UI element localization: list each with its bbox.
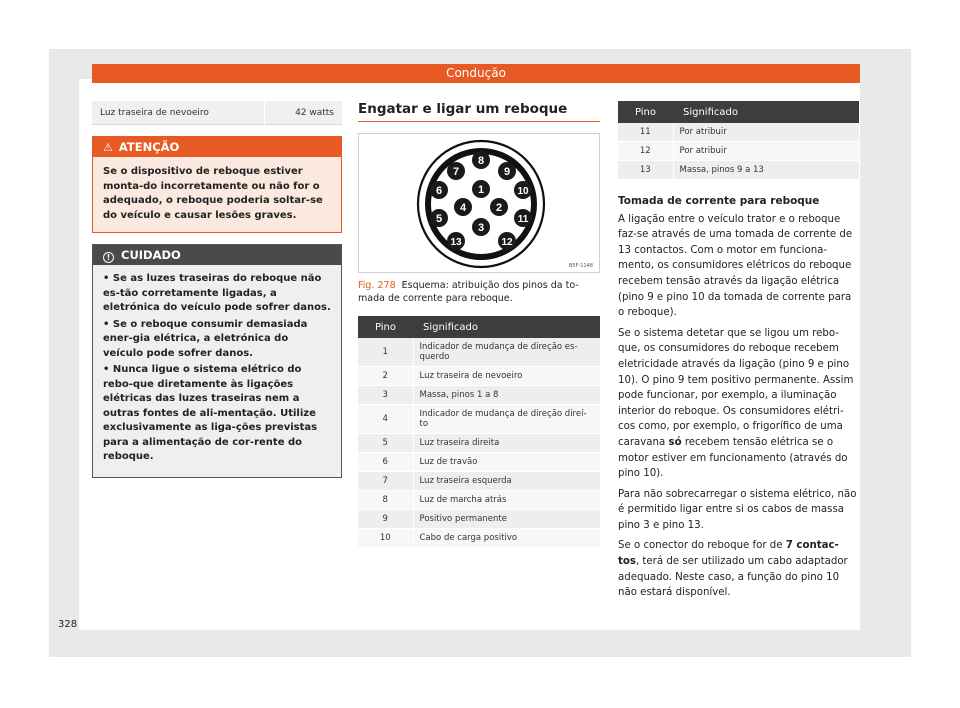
table-row	[358, 529, 600, 548]
caution-body	[93, 265, 341, 477]
figure-caption-text: Esquema: atribuição dos pinos da to-mada de corrente para reboque.	[358, 280, 579, 304]
pin-meaning-cell: Luz traseira de nevoeiro	[413, 367, 600, 386]
socket-pin-label: 9	[503, 166, 511, 178]
pin-table-extra	[618, 101, 859, 180]
pin-meaning-cell: Luz de marcha atrás	[413, 491, 600, 510]
socket-pin-label: 13	[450, 237, 462, 248]
socket-pin-label: 7	[452, 166, 460, 178]
caution-item: • Nunca ligue o sistema elétrico do rebo-que diretamente às ligações elétricas das luzes traseiras nem a outras fontes de ali-mentação. Utilize exclusivamente as liga-ções previstas para a alimentação de cor-rente do reboque.	[103, 364, 318, 462]
pin-number-cell: 6	[358, 453, 413, 472]
pin-meaning-cell: Positivo permanente	[413, 510, 600, 529]
pin-meaning-cell: Massa, pinos 9 a 13	[673, 161, 859, 180]
pin-number-cell: 4	[358, 405, 413, 434]
table-row	[358, 491, 600, 510]
left-column	[92, 101, 342, 478]
figure-code: B5F-1148	[568, 263, 593, 269]
socket-pin-label: 11	[517, 214, 529, 225]
table-row	[358, 510, 600, 529]
caution-header	[93, 245, 341, 265]
meaning-column-header: Significado	[413, 316, 600, 338]
table-row	[358, 453, 600, 472]
pin-meaning-cell: Cabo de carga positivo	[413, 529, 600, 548]
table-row	[358, 386, 600, 405]
text-run-bold: 7 contac-tos	[618, 540, 839, 568]
table-row	[358, 367, 600, 386]
socket-diagram	[359, 134, 599, 272]
socket-pin-label: 2	[495, 202, 503, 214]
pin-number-cell: 11	[618, 123, 673, 142]
lamp-value: 42 watts	[264, 101, 334, 125]
table-row	[618, 142, 859, 161]
pin-number-cell: 1	[358, 338, 413, 367]
socket-paragraph: A ligação entre o veículo trator e o reboque faz-se através de uma tomada de corrente de 13 contactos. Com o motor em funciona-mento, os consumidores elétricos do reboque recebem tensão através da ligação elétrica (pino 9 e pino 10 da tomada de corrente para o reboque).	[618, 213, 853, 319]
pin-number-cell: 10	[358, 529, 413, 548]
caution-title: CUIDADO	[121, 248, 181, 262]
pin-meaning-cell: Luz de travão	[413, 453, 600, 472]
pin-meaning-cell: Luz traseira direita	[413, 434, 600, 453]
text-run: recebem tensão elétrica se o motor estiver em funcionamento (através do pino 10).	[618, 436, 848, 480]
pin-number-cell: 3	[358, 386, 413, 405]
text-run: Se o sistema detetar que se ligou um rebo-que, os consumidores do reboque recebem eletricidade através da ligação (pino 9 e pino 10). O pino 9 tem positivo permanente. Assim pode funcionar, por exemplo, a iluminação interior do reboque. Os consumidores elétri-cos como, por exemplo, o frigorífico de uma caravana	[618, 327, 854, 448]
figure-box	[358, 133, 600, 273]
middle-column	[358, 101, 600, 548]
warning-triangle-icon: ⚠	[103, 141, 113, 154]
warning-box	[92, 136, 342, 233]
meaning-column-header: Significado	[673, 101, 859, 123]
figure-caption	[358, 279, 600, 305]
socket-paragraph: Para não sobrecarregar o sistema elétrico, não é permitido ligar entre si os cabos de massa pino 3 e pino 13.	[618, 488, 857, 531]
warning-header	[93, 137, 341, 157]
text-run: , terá de ser utilizado um cabo adaptador adequado. Neste caso, a função do pino 10 não estará disponível.	[618, 556, 848, 599]
pin-meaning-cell: Por atribuir	[673, 142, 859, 161]
socket-pin-label: 4	[459, 202, 467, 214]
socket-pin-label: 6	[435, 185, 443, 197]
section-title: Engatar e ligar um reboque	[358, 101, 600, 122]
table-row	[618, 161, 859, 180]
socket-text	[618, 194, 859, 601]
pin-number-cell: 12	[618, 142, 673, 161]
warning-text: Se o dispositivo de reboque estiver monta-do incorretamente ou não for o adequado, o reboque poderia soltar-se do veículo e causar lesões graves.	[93, 157, 341, 232]
table-row	[618, 123, 859, 142]
pin-number-cell: 9	[358, 510, 413, 529]
table-row	[358, 338, 600, 367]
figure-label: Fig. 278	[358, 280, 396, 291]
table-row	[358, 405, 600, 434]
pin-meaning-cell: Luz traseira esquerda	[413, 472, 600, 491]
pin-number-cell: 13	[618, 161, 673, 180]
socket-pin-label: 10	[517, 186, 529, 197]
socket-pin-label: 1	[477, 184, 485, 196]
table-row	[358, 472, 600, 491]
page-number: 328	[58, 619, 78, 630]
pin-column-header: Pino	[358, 316, 413, 338]
table-row	[358, 434, 600, 453]
right-column	[618, 101, 859, 606]
pin-meaning-cell: Por atribuir	[673, 123, 859, 142]
pin-meaning-cell: Massa, pinos 1 a 8	[413, 386, 600, 405]
socket-paragraph	[618, 326, 859, 482]
lamp-power-row	[92, 101, 342, 125]
text-run: Se o conector do reboque for de	[618, 540, 786, 552]
pin-number-cell: 2	[358, 367, 413, 386]
socket-paragraph	[618, 538, 859, 600]
lamp-label: Luz traseira de nevoeiro	[100, 107, 209, 118]
socket-pin-label: 3	[477, 222, 485, 234]
info-circle-icon: !	[103, 252, 114, 263]
caution-box	[92, 244, 342, 478]
pin-number-cell: 5	[358, 434, 413, 453]
socket-pin-label: 5	[435, 213, 443, 225]
caution-item: • Se o reboque consumir demasiada ener-gia elétrica, a eletrónica do veículo pode sofrer danos.	[103, 318, 308, 359]
chapter-header: Condução	[92, 64, 860, 83]
warning-title: ATENÇÃO	[118, 140, 180, 154]
socket-pin-label: 8	[477, 155, 485, 167]
pin-meaning-cell: Indicador de mudança de direção direi-to	[413, 405, 600, 434]
pin-table-main	[358, 316, 600, 548]
socket-pin-label: 12	[501, 237, 513, 248]
socket-heading: Tomada de corrente para reboque	[618, 195, 820, 207]
caution-item: • Se as luzes traseiras do reboque não es-tão corretamente ligadas, a eletrónica do veículo pode sofrer danos.	[103, 273, 331, 313]
pin-number-cell: 7	[358, 472, 413, 491]
pin-column-header: Pino	[618, 101, 673, 123]
pin-meaning-cell: Indicador de mudança de direção es-querdo	[413, 338, 600, 367]
pin-number-cell: 8	[358, 491, 413, 510]
text-run-bold: só	[668, 436, 682, 448]
